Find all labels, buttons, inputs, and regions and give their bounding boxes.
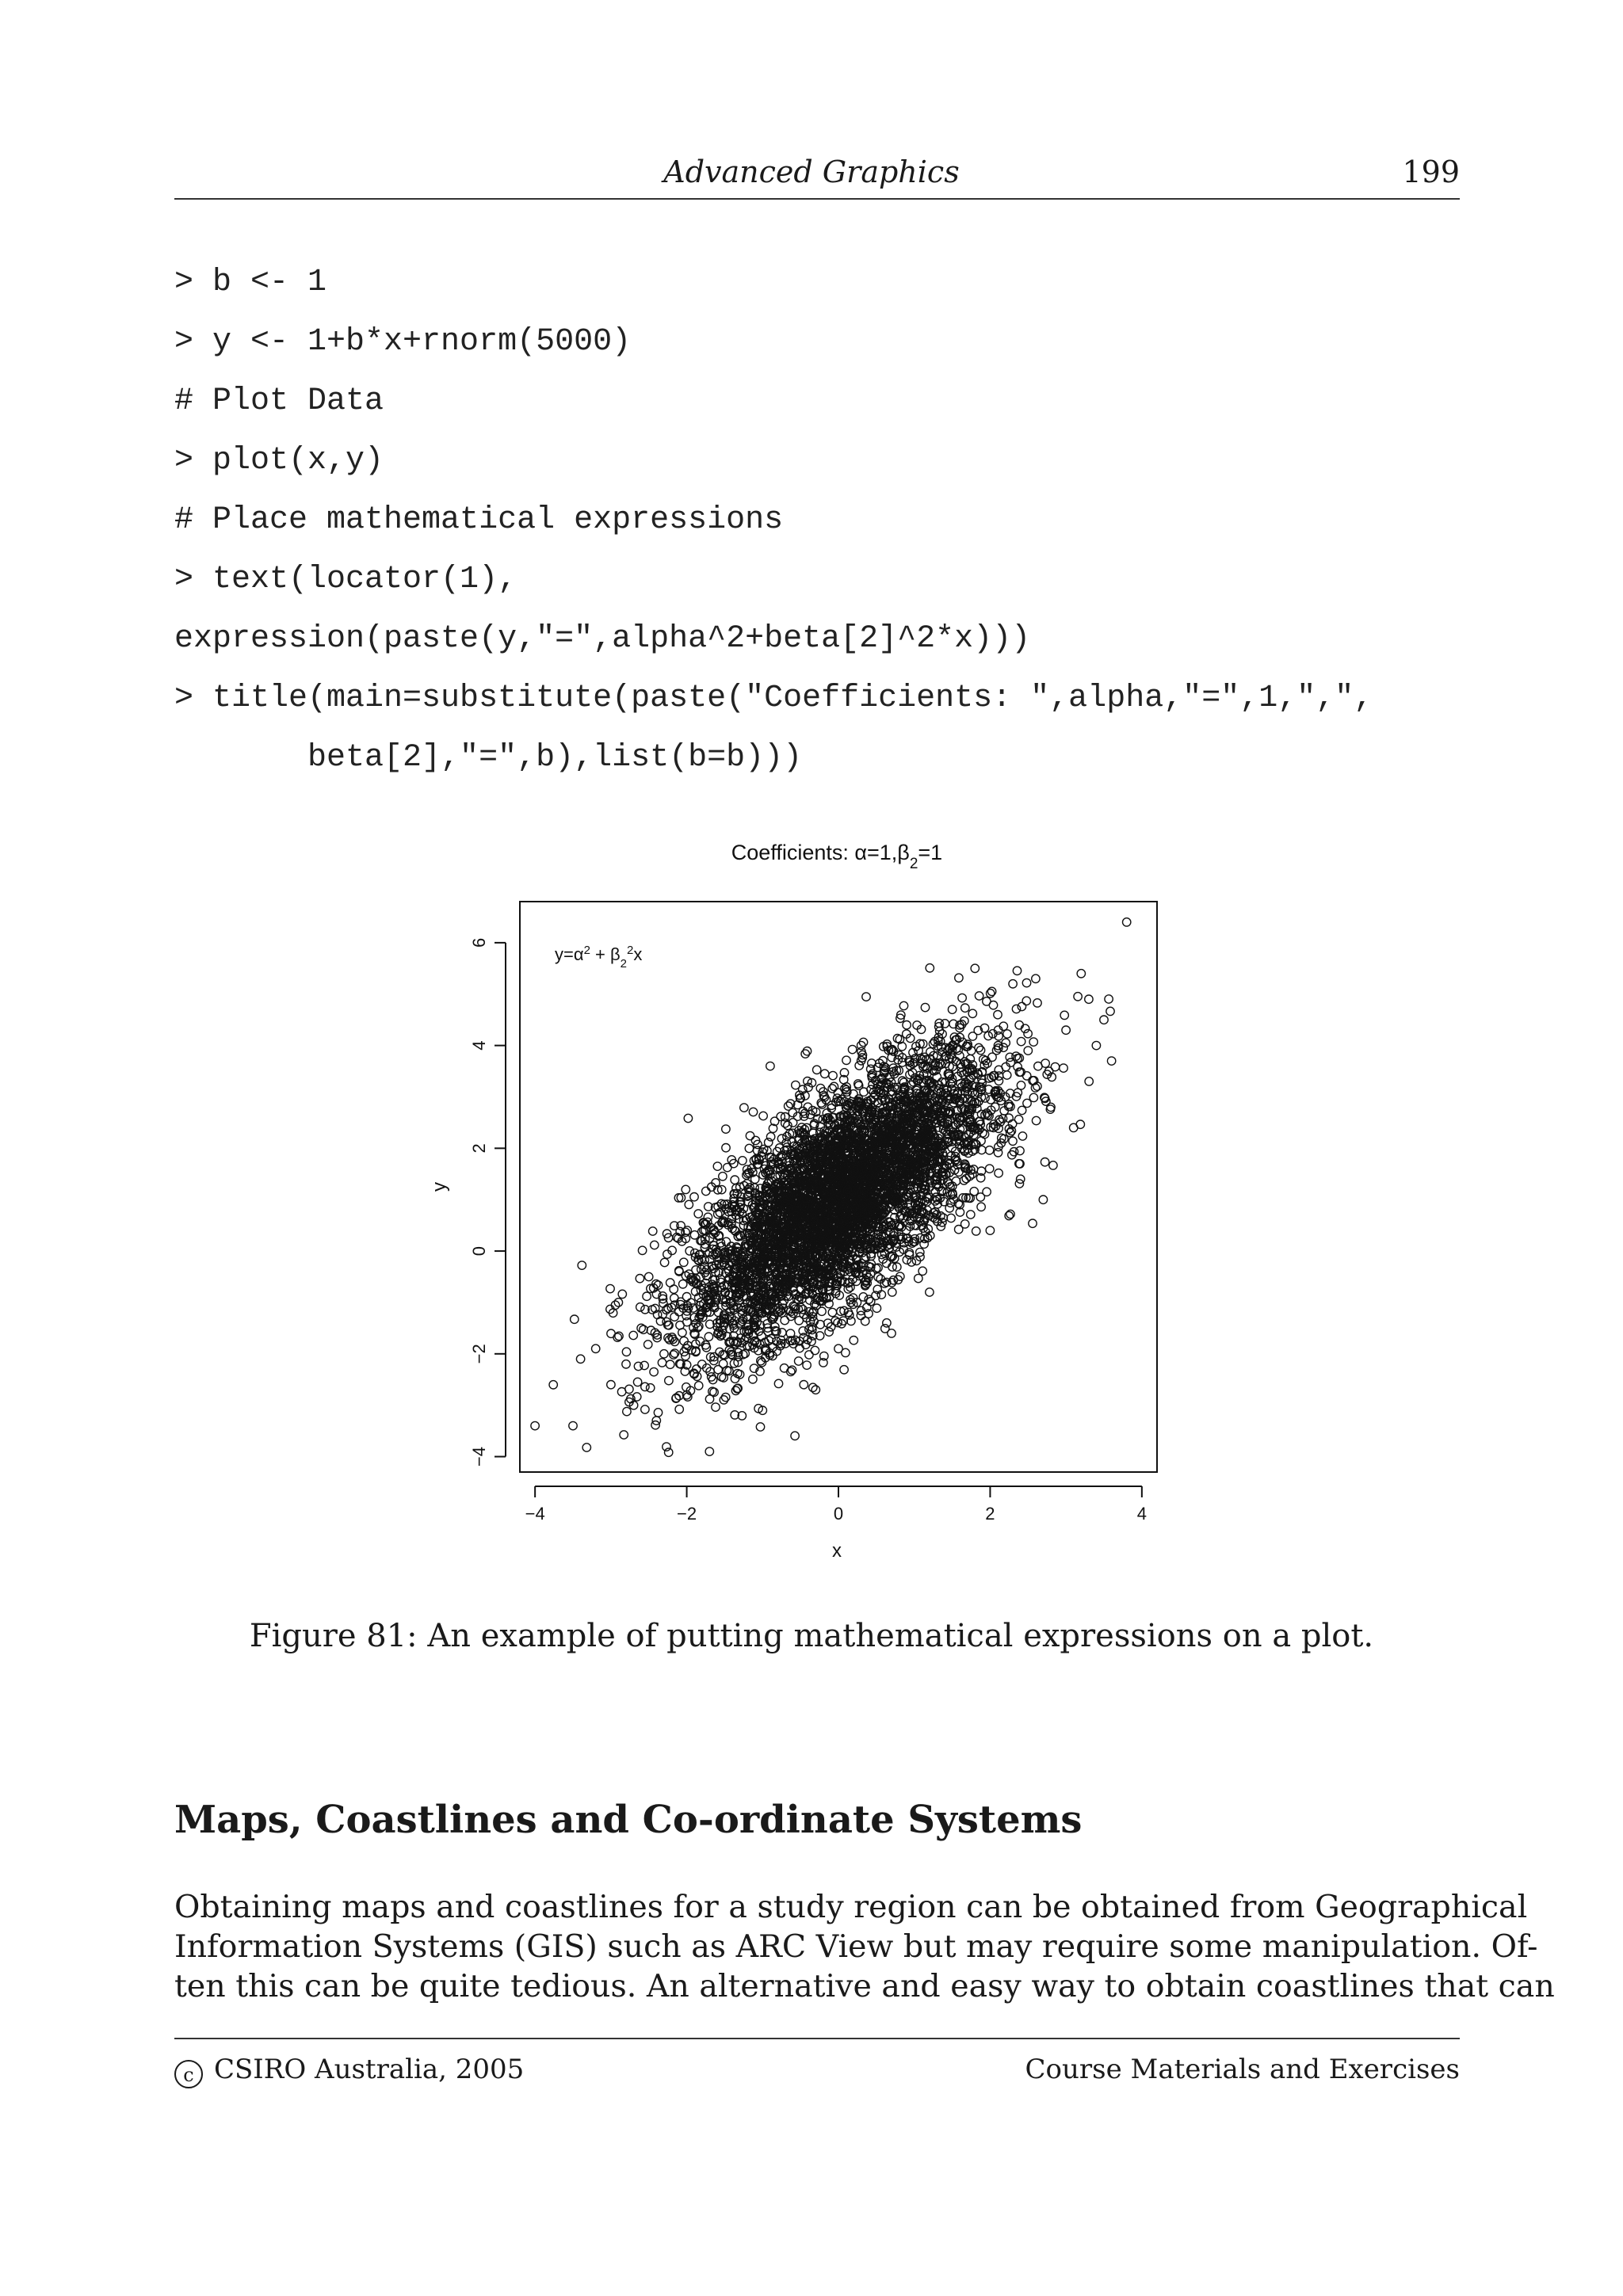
data-point — [811, 1346, 819, 1354]
data-point — [1016, 1146, 1024, 1154]
x-tick-label: −2 — [677, 1504, 697, 1524]
data-point — [883, 1319, 891, 1327]
data-point — [1029, 1038, 1037, 1046]
data-point — [961, 1004, 969, 1012]
data-point — [679, 1280, 687, 1288]
data-point — [713, 1162, 721, 1170]
data-point — [972, 1227, 980, 1235]
y-tick-label: 4 — [468, 1040, 489, 1051]
data-point — [685, 1247, 693, 1255]
data-point — [1018, 1106, 1025, 1114]
x-axis — [525, 1486, 1147, 1524]
data-point — [986, 1165, 994, 1173]
data-point — [571, 1315, 579, 1323]
data-point — [712, 1403, 720, 1411]
data-point — [649, 1227, 657, 1235]
data-point — [848, 1045, 856, 1053]
data-point — [825, 1328, 833, 1336]
data-point — [759, 1112, 767, 1119]
data-point — [829, 1071, 837, 1079]
data-point — [1041, 1158, 1048, 1166]
data-point — [888, 1288, 896, 1296]
code-line: expression(paste(y,"=",alpha^2+beta[2]^2*x))) — [174, 621, 1031, 657]
data-point — [1060, 1011, 1068, 1019]
data-point — [947, 1214, 955, 1222]
data-point — [862, 993, 870, 1001]
x-tick-label: 0 — [833, 1504, 844, 1524]
data-point — [606, 1284, 614, 1292]
data-point — [847, 1317, 855, 1325]
data-point — [731, 1176, 739, 1184]
data-point — [1074, 993, 1082, 1001]
data-point — [1024, 1030, 1032, 1038]
data-point — [1013, 967, 1021, 974]
data-point — [920, 1240, 928, 1248]
data-point — [918, 1267, 926, 1275]
data-point — [955, 974, 963, 982]
data-point — [1006, 1053, 1014, 1061]
data-point — [733, 1385, 741, 1393]
data-point — [745, 1144, 753, 1152]
data-point — [607, 1329, 615, 1337]
data-point — [874, 1273, 882, 1281]
data-point — [682, 1185, 689, 1193]
data-point — [855, 1062, 863, 1070]
data-points — [531, 918, 1131, 1457]
data-point — [967, 1211, 975, 1219]
data-point — [850, 1337, 857, 1344]
data-point — [983, 997, 991, 1005]
data-point — [774, 1379, 782, 1387]
data-point — [1105, 995, 1113, 1003]
data-point — [1051, 1062, 1059, 1070]
data-point — [860, 1088, 868, 1096]
data-point — [955, 1226, 963, 1234]
code-line: > plot(x,y) — [174, 443, 384, 479]
data-point — [690, 1193, 698, 1201]
data-point — [842, 1056, 850, 1064]
data-point — [658, 1359, 666, 1367]
data-point — [722, 1144, 730, 1152]
data-point — [719, 1360, 727, 1367]
data-point — [926, 964, 934, 972]
data-point — [970, 1188, 978, 1196]
data-point — [803, 1361, 811, 1369]
data-point — [749, 1108, 757, 1116]
data-point — [722, 1125, 730, 1133]
data-point — [1002, 1039, 1010, 1047]
data-point — [968, 1032, 976, 1040]
data-point — [684, 1114, 692, 1122]
data-point — [975, 992, 983, 1000]
x-tick-label: 4 — [1136, 1504, 1147, 1524]
data-point — [1106, 1007, 1114, 1015]
data-point — [670, 1313, 678, 1321]
data-point — [623, 1407, 631, 1415]
data-point — [1018, 1002, 1025, 1010]
data-point — [985, 1146, 993, 1154]
data-point — [995, 1077, 1002, 1085]
data-point — [867, 1298, 875, 1306]
data-point — [1022, 997, 1030, 1005]
data-point — [663, 1443, 670, 1451]
data-point — [1033, 999, 1041, 1007]
data-point — [828, 1308, 836, 1316]
data-point — [840, 1366, 848, 1374]
data-point — [724, 1163, 731, 1171]
data-point — [828, 1085, 836, 1093]
data-point — [705, 1333, 712, 1341]
x-tick-label: −4 — [525, 1504, 545, 1524]
data-point — [685, 1200, 693, 1208]
data-point — [644, 1341, 652, 1348]
data-point — [719, 1173, 727, 1180]
data-point — [625, 1385, 633, 1393]
data-point — [1003, 1071, 1011, 1079]
data-point — [968, 1009, 976, 1017]
data-point — [582, 1444, 590, 1451]
code-line: > title(main=substitute(paste("Coefficients: ",alpha,"=",1,",", — [174, 681, 1373, 716]
data-point — [813, 1066, 821, 1074]
data-point — [958, 994, 966, 1001]
data-point — [898, 1043, 906, 1051]
data-point — [636, 1303, 644, 1311]
data-point — [921, 1003, 929, 1011]
data-point — [708, 1375, 716, 1383]
chart-title: Coefficients: $\alpha=1,\beta_2=1$ — [731, 841, 943, 872]
data-point — [739, 1157, 747, 1165]
data-point — [665, 1376, 673, 1384]
data-point — [1029, 1093, 1037, 1101]
code-line: > b <- 1 — [174, 265, 327, 300]
data-point — [660, 1258, 668, 1266]
data-point — [781, 1316, 789, 1324]
y-tick-label: −2 — [468, 1344, 489, 1364]
data-point — [682, 1293, 690, 1301]
data-point — [578, 1261, 586, 1269]
data-point — [795, 1357, 803, 1365]
data-point — [960, 1177, 968, 1184]
data-point — [620, 1431, 628, 1439]
data-point — [983, 1188, 991, 1196]
y-tick-label: −4 — [468, 1446, 489, 1467]
y-tick-label: 2 — [468, 1143, 489, 1154]
data-point — [638, 1246, 646, 1254]
data-point — [702, 1187, 710, 1195]
data-point — [915, 1274, 922, 1282]
data-point — [823, 1109, 831, 1117]
page-number: 199 — [1402, 154, 1460, 189]
data-point — [641, 1405, 649, 1413]
data-point — [821, 1070, 829, 1077]
data-point — [665, 1448, 673, 1456]
x-tick-label: 2 — [985, 1504, 995, 1524]
data-point — [722, 1393, 730, 1401]
data-point — [987, 990, 995, 997]
data-point — [1018, 1132, 1026, 1140]
data-point — [666, 1279, 674, 1287]
code-line: # Place mathematical expressions — [174, 502, 784, 538]
data-point — [647, 1384, 655, 1392]
data-point — [792, 1081, 800, 1089]
data-point — [1009, 1137, 1017, 1145]
code-line: beta[2],"=",b),list(b=b))) — [174, 740, 803, 776]
data-point — [995, 1169, 1002, 1177]
data-point — [994, 1149, 1002, 1157]
code-line: > text(locator(1), — [174, 562, 517, 597]
data-point — [740, 1104, 748, 1112]
data-point — [666, 1360, 674, 1368]
data-point — [785, 1102, 792, 1110]
data-point — [722, 1238, 730, 1245]
data-point — [749, 1375, 757, 1383]
data-point — [746, 1131, 754, 1139]
data-point — [1012, 1005, 1020, 1013]
data-point — [1023, 1072, 1031, 1080]
data-point — [857, 1311, 865, 1319]
data-point — [640, 1361, 648, 1369]
data-point — [873, 1304, 880, 1312]
data-point — [675, 1405, 683, 1413]
data-point — [1032, 1116, 1040, 1124]
code-line: # Plot Data — [174, 383, 384, 419]
data-point — [695, 1382, 703, 1390]
data-point — [803, 1047, 811, 1055]
data-point — [694, 1210, 702, 1218]
data-point — [654, 1409, 662, 1417]
data-point — [650, 1367, 658, 1375]
data-point — [636, 1275, 643, 1283]
y-tick-label: 6 — [468, 937, 489, 948]
data-point — [720, 1396, 727, 1404]
data-point — [1060, 1064, 1067, 1072]
data-point — [756, 1423, 764, 1431]
data-point — [976, 1046, 984, 1054]
data-point — [641, 1383, 649, 1390]
y-tick-label: 0 — [468, 1245, 489, 1257]
data-point — [651, 1241, 659, 1249]
data-point — [1049, 1161, 1057, 1169]
data-point — [868, 1059, 876, 1067]
data-point — [805, 1351, 813, 1359]
data-point — [830, 1082, 838, 1090]
data-point — [680, 1258, 688, 1266]
data-point — [791, 1432, 799, 1440]
data-point — [643, 1292, 651, 1300]
data-point — [1022, 978, 1030, 986]
data-point — [633, 1378, 641, 1386]
data-point — [977, 1203, 985, 1211]
data-point — [964, 1040, 972, 1048]
data-point — [1003, 1030, 1011, 1038]
code-line: > y <- 1+b*x+rnorm(5000) — [174, 324, 632, 360]
data-point — [899, 1001, 907, 1009]
data-point — [1041, 1059, 1049, 1067]
header-rule — [174, 198, 1460, 200]
data-point — [731, 1375, 739, 1383]
data-point — [549, 1381, 557, 1389]
y-axis — [469, 938, 506, 1466]
data-point — [676, 1322, 684, 1329]
data-point — [1085, 1077, 1093, 1085]
scatter-plot — [396, 824, 1236, 1577]
data-point — [629, 1331, 637, 1339]
data-point — [622, 1348, 630, 1356]
data-point — [801, 1050, 809, 1058]
data-point — [800, 1381, 808, 1389]
data-point — [988, 1053, 996, 1061]
data-point — [1029, 1219, 1037, 1227]
running-header-title: Advanced Graphics — [663, 154, 960, 189]
data-point — [618, 1290, 626, 1298]
data-point — [1017, 1037, 1025, 1045]
data-point — [1006, 1103, 1014, 1111]
